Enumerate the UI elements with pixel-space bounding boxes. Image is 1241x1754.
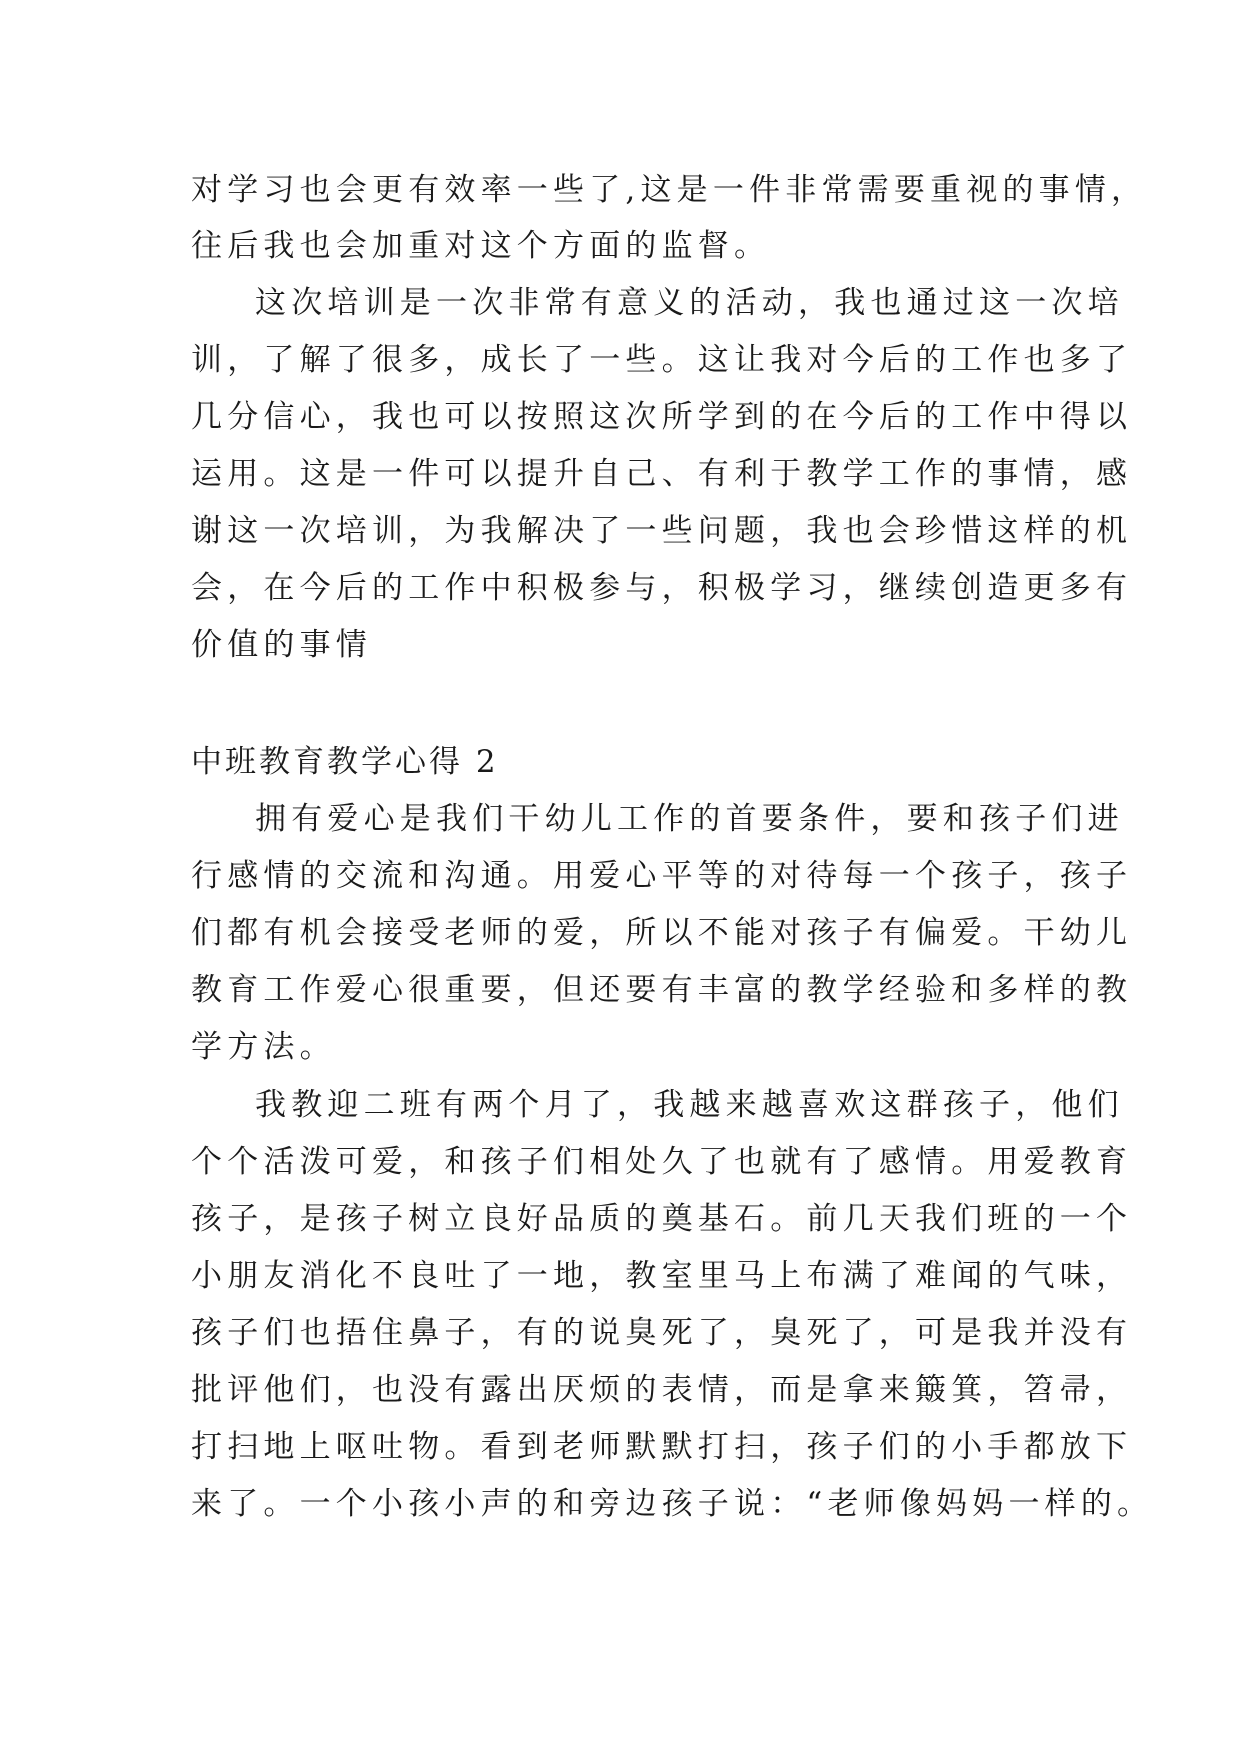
text-line: 谢这一次培训，为我解决了一些问题，我也会珍惜这样的机	[191, 513, 1133, 549]
text-line: 孩子们也捂住鼻子，有的说臭死了，臭死了，可是我并没有	[191, 1315, 1133, 1351]
section-heading: 中班教育教学心得 2	[191, 744, 499, 780]
text-line: 几分信心，我也可以按照这次所学到的在今后的工作中得以	[191, 399, 1133, 435]
text-line: 个个活泼可爱，和孩子们相处久了也就有了感情。用爱教育	[191, 1144, 1133, 1180]
text-line: 价值的事情	[191, 627, 372, 663]
text-line: 打扫地上呕吐物。看到老师默默打扫，孩子们的小手都放下	[191, 1429, 1133, 1465]
text-line: 孩子，是孩子树立良好品质的奠基石。前几天我们班的一个	[191, 1201, 1133, 1237]
text-line: 们都有机会接受老师的爱，所以不能对孩子有偏爱。干幼儿	[191, 915, 1133, 951]
text-line: 来了。一个小孩小声的和旁边孩子说：“老师像妈妈一样的。	[191, 1486, 1154, 1522]
paragraph-first-line: 这次培训是一次非常有意义的活动，我也通过这一次培	[255, 285, 1124, 321]
text-line: 小朋友消化不良吐了一地，教室里马上布满了难闻的气味，	[191, 1258, 1133, 1294]
paragraph-first-line: 拥有爱心是我们干幼儿工作的首要条件，要和孩子们进	[255, 801, 1124, 837]
text-line: 学方法。	[191, 1029, 336, 1065]
text-line: 会，在今后的工作中积极参与，积极学习，继续创造更多有	[191, 570, 1133, 606]
text-line: 运用。这是一件可以提升自己、有利于教学工作的事情，感	[191, 456, 1133, 492]
text-line: 行感情的交流和沟通。用爱心平等的对待每一个孩子，孩子	[191, 858, 1133, 894]
text-line: 批评他们，也没有露出厌烦的表情，而是拿来簸箕，笤帚，	[191, 1372, 1133, 1408]
text-line: 往后我也会加重对这个方面的监督。	[191, 228, 771, 264]
text-line: 教育工作爱心很重要，但还要有丰富的教学经验和多样的教	[191, 972, 1133, 1008]
text-line: 训，了解了很多，成长了一些。这让我对今后的工作也多了	[191, 342, 1133, 378]
text-line: 对学习也会更有效率一些了,这是一件非常需要重视的事情，	[191, 172, 1148, 208]
paragraph-first-line: 我教迎二班有两个月了，我越来越喜欢这群孩子，他们	[255, 1087, 1124, 1123]
